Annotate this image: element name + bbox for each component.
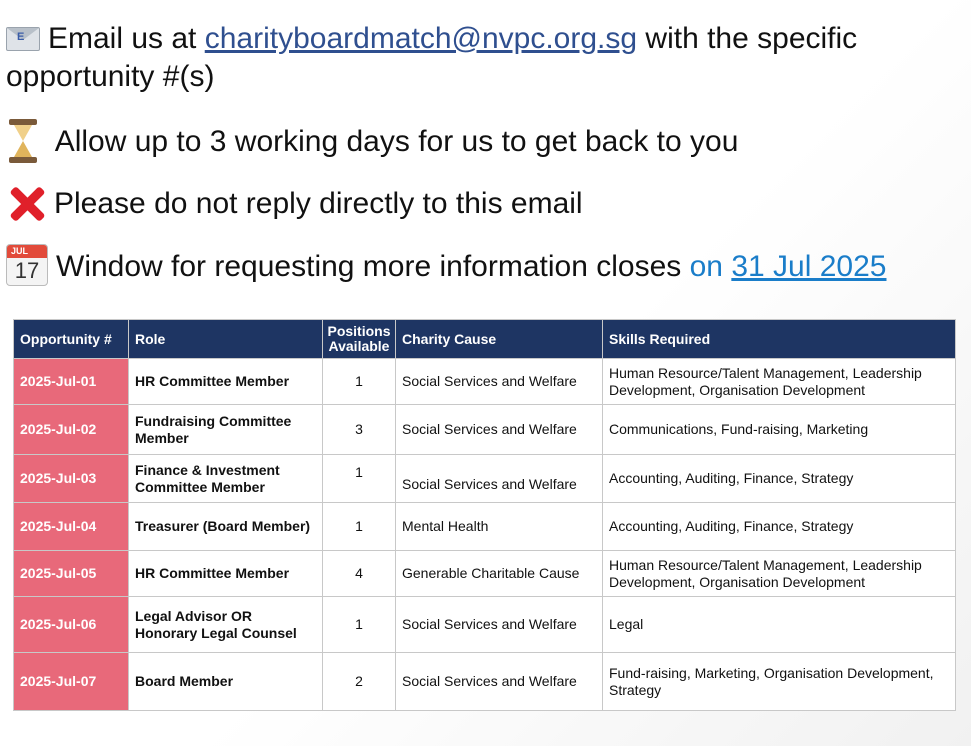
positions-cell: 3 <box>323 405 396 455</box>
cause-cell: Generable Charitable Cause <box>396 551 603 597</box>
cause-cell: Social Services and Welfare <box>396 653 603 711</box>
role-cell: Legal Advisor OR Honorary Legal Counsel <box>129 597 323 653</box>
cause-cell: Mental Health <box>396 503 603 551</box>
cause-cell: Social Services and Welfare <box>396 455 603 503</box>
window-date-link[interactable]: 31 Jul 2025 <box>731 249 887 283</box>
role-cell: Treasurer (Board Member) <box>129 503 323 551</box>
positions-cell: 4 <box>323 551 396 597</box>
header-skills: Skills Required <box>603 320 956 359</box>
table-header-row <box>14 320 956 359</box>
role-cell: Finance & Investment Committee Member <box>129 455 323 503</box>
opportunity-id: 2025-Jul-02 <box>14 405 129 455</box>
envelope-icon: E <box>6 25 40 49</box>
opportunity-id: 2025-Jul-04 <box>14 503 129 551</box>
cause-cell: Social Services and Welfare <box>396 359 603 405</box>
header-opportunity: Opportunity # <box>14 320 129 359</box>
window-instruction <box>6 247 961 289</box>
calendar-icon <box>6 244 48 286</box>
noreply-instruction <box>6 185 961 225</box>
opportunity-id: 2025-Jul-07 <box>14 653 129 711</box>
opportunities-table <box>13 319 956 711</box>
table-row <box>14 551 956 597</box>
skills-cell: Fund-raising, Marketing, Organisation Development, Strategy <box>603 653 956 711</box>
skills-cell: Accounting, Auditing, Finance, Strategy <box>603 455 956 503</box>
role-cell: HR Committee Member <box>129 551 323 597</box>
wait-text: Allow up to 3 working days for us to get back to you <box>54 124 739 158</box>
positions-cell: 2 <box>323 653 396 711</box>
header-charity-cause: Charity Cause <box>396 320 603 359</box>
cause-cell: Social Services and Welfare <box>396 597 603 653</box>
positions-cell: 1 <box>323 455 396 503</box>
table-row <box>14 597 956 653</box>
cross-mark-icon <box>6 183 46 223</box>
calendar-day: 17 <box>14 258 40 283</box>
role-cell: Fundraising Committee Member <box>129 405 323 455</box>
role-cell: HR Committee Member <box>129 359 323 405</box>
positions-cell: 1 <box>323 597 396 653</box>
header-positions: Positions Available <box>323 320 396 359</box>
email-link[interactable]: charityboardmatch@nvpc.org.sg <box>204 22 638 55</box>
role-cell: Board Member <box>129 653 323 711</box>
opportunity-id: 2025-Jul-06 <box>14 597 129 653</box>
email-prefix: Email us at <box>48 22 197 55</box>
opportunity-id: 2025-Jul-05 <box>14 551 129 597</box>
wait-instruction <box>6 121 961 165</box>
table-row <box>14 359 956 405</box>
skills-cell: Human Resource/Talent Management, Leadership Development, Organisation Development <box>603 551 956 597</box>
opportunity-id: 2025-Jul-01 <box>14 359 129 405</box>
skills-cell: Accounting, Auditing, Finance, Strategy <box>603 503 956 551</box>
calendar-month: JUL <box>7 245 47 258</box>
positions-cell: 1 <box>323 359 396 405</box>
positions-cell: 1 <box>323 503 396 551</box>
skills-cell: Human Resource/Talent Management, Leadership Development, Organisation Development <box>603 359 956 405</box>
table-row <box>14 405 956 455</box>
table-row <box>14 653 956 711</box>
window-on: on <box>689 249 723 283</box>
header-role: Role <box>129 320 323 359</box>
hourglass-icon <box>6 119 40 163</box>
noreply-text: Please do not reply directly to this email <box>54 187 583 220</box>
opportunity-id: 2025-Jul-03 <box>14 455 129 503</box>
table-row <box>14 503 956 551</box>
email-instruction <box>6 20 961 96</box>
skills-cell: Legal <box>603 597 956 653</box>
cause-cell: Social Services and Welfare <box>396 405 603 455</box>
skills-cell: Communications, Fund-raising, Marketing <box>603 405 956 455</box>
email-suffix: with the specific opportunity #(s) <box>6 22 858 93</box>
window-text: Window for requesting more information closes <box>56 249 682 283</box>
table-row <box>14 455 956 503</box>
